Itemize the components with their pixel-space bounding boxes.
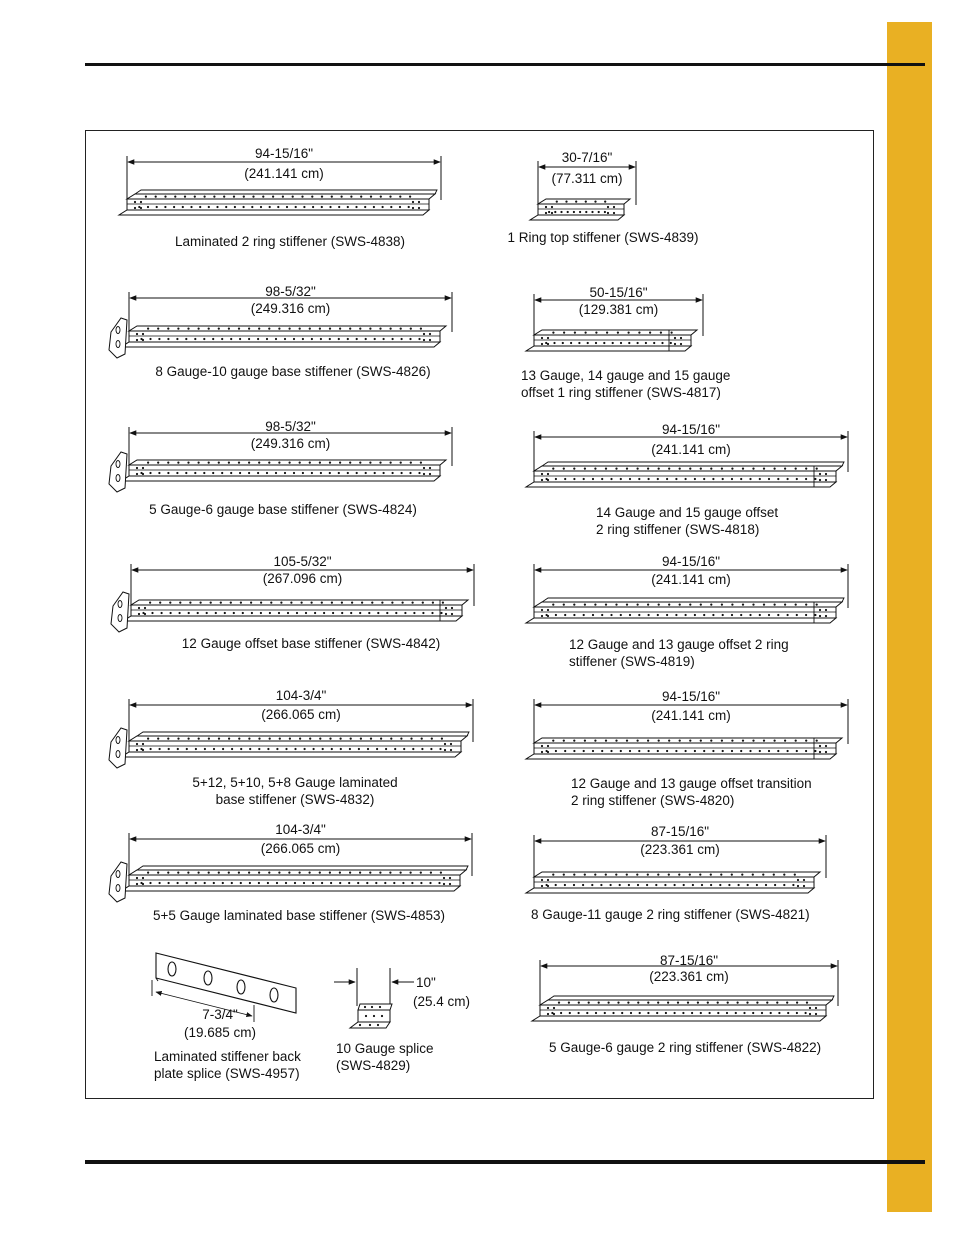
stiffener-sws-4824 xyxy=(109,419,452,517)
part-caption: 5+12, 5+10, 5+8 Gauge laminated xyxy=(192,775,398,790)
stiffener-sws-4820 xyxy=(526,689,848,808)
part-caption: 12 Gauge offset base stiffener (SWS-4842) xyxy=(181,636,441,651)
length-cm: (241.141 cm) xyxy=(651,442,731,457)
stiffener-sws-4822 xyxy=(532,953,838,1055)
length-cm: (223.361 cm) xyxy=(649,969,729,984)
length-inches: 94-15/16" xyxy=(661,689,721,704)
length-inches: 94-15/16" xyxy=(254,146,314,161)
length-inches: 7-3/4" xyxy=(202,1007,238,1022)
length-inches: 98-5/32" xyxy=(265,284,316,299)
stiffener-sws-4839 xyxy=(507,150,698,245)
length-cm: (25.4 cm) xyxy=(413,994,471,1009)
length-inches: 94-15/16" xyxy=(661,422,721,437)
part-caption: 5 Gauge-6 gauge 2 ring stiffener (SWS-4822) xyxy=(549,1040,822,1055)
stiffener-sws-4818 xyxy=(526,422,848,537)
part-caption: 2 ring stiffener (SWS-4818) xyxy=(596,522,760,537)
stiffener-sws-4842 xyxy=(111,554,474,651)
length-cm: (249.316 cm) xyxy=(250,301,331,316)
part-caption: 2 ring stiffener (SWS-4820) xyxy=(571,793,735,808)
length-inches: 94-15/16" xyxy=(661,554,721,569)
stiffener-sws-4838 xyxy=(119,146,441,249)
length-cm: (266.065 cm) xyxy=(260,841,341,856)
part-caption: stiffener (SWS-4819) xyxy=(569,654,695,669)
length-inches: 98-5/32" xyxy=(265,419,316,434)
part-caption: plate splice (SWS-4957) xyxy=(154,1066,300,1081)
part-caption: Laminated stiffener back xyxy=(154,1049,301,1064)
part-caption: 1 Ring top stiffener (SWS-4839) xyxy=(507,230,699,245)
part-caption: (SWS-4829) xyxy=(336,1058,411,1073)
part-caption: 8 Gauge-11 gauge 2 ring stiffener (SWS-4821) xyxy=(531,907,810,922)
length-inches: 87-15/16" xyxy=(650,824,710,839)
part-caption: offset 1 ring stiffener (SWS-4817) xyxy=(521,385,721,400)
length-inches: 50-15/16" xyxy=(589,285,648,300)
length-cm: (241.141 cm) xyxy=(244,166,324,181)
length-cm: (19.685 cm) xyxy=(183,1025,257,1040)
length-cm: (129.381 cm) xyxy=(578,302,659,317)
length-cm: (77.311 cm) xyxy=(551,171,623,186)
part-caption: 14 Gauge and 15 gauge offset xyxy=(596,505,779,520)
stiffener-sws-4832 xyxy=(109,688,473,807)
length-cm: (249.316 cm) xyxy=(250,436,331,451)
stiffener-sws-4819 xyxy=(526,554,848,669)
part-caption: 10 Gauge splice xyxy=(336,1041,434,1056)
stiffener-sws-4853 xyxy=(109,822,472,923)
length-inches: 87-15/16" xyxy=(659,953,719,968)
part-caption: 13 Gauge, 14 gauge and 15 gauge xyxy=(521,368,731,383)
part-caption: 8 Gauge-10 gauge base stiffener (SWS-4826) xyxy=(155,364,431,379)
stiffener-sws-4821 xyxy=(526,824,826,922)
length-inches: 30-7/16" xyxy=(561,150,613,165)
part-caption: base stiffener (SWS-4832) xyxy=(215,792,375,807)
part-caption: 5 Gauge-6 gauge base stiffener (SWS-4824) xyxy=(149,502,417,517)
stiffener-sws-4817 xyxy=(521,285,730,400)
part-caption: Laminated 2 ring stiffener (SWS-4838) xyxy=(174,234,406,249)
part-caption: 12 Gauge and 13 gauge offset transition xyxy=(571,776,812,791)
stiffener-sws-4957 xyxy=(152,953,301,1081)
stiffener-sws-4826 xyxy=(109,284,452,379)
length-inches: 104-3/4" xyxy=(275,688,327,703)
length-cm: (223.361 cm) xyxy=(640,842,720,857)
length-cm: (241.141 cm) xyxy=(651,708,731,723)
part-caption: 5+5 Gauge laminated base stiffener (SWS-4853) xyxy=(152,908,446,923)
length-inches: 104-3/4" xyxy=(275,822,326,837)
length-inches: 105-5/32" xyxy=(273,554,332,569)
length-cm: (266.065 cm) xyxy=(261,707,341,722)
length-inches: 10" xyxy=(416,975,436,990)
length-cm: (267.096 cm) xyxy=(262,571,343,586)
part-caption: 12 Gauge and 13 gauge offset 2 ring xyxy=(569,637,789,652)
length-cm: (241.141 cm) xyxy=(651,572,731,587)
stiffener-sws-4829 xyxy=(334,968,470,1073)
